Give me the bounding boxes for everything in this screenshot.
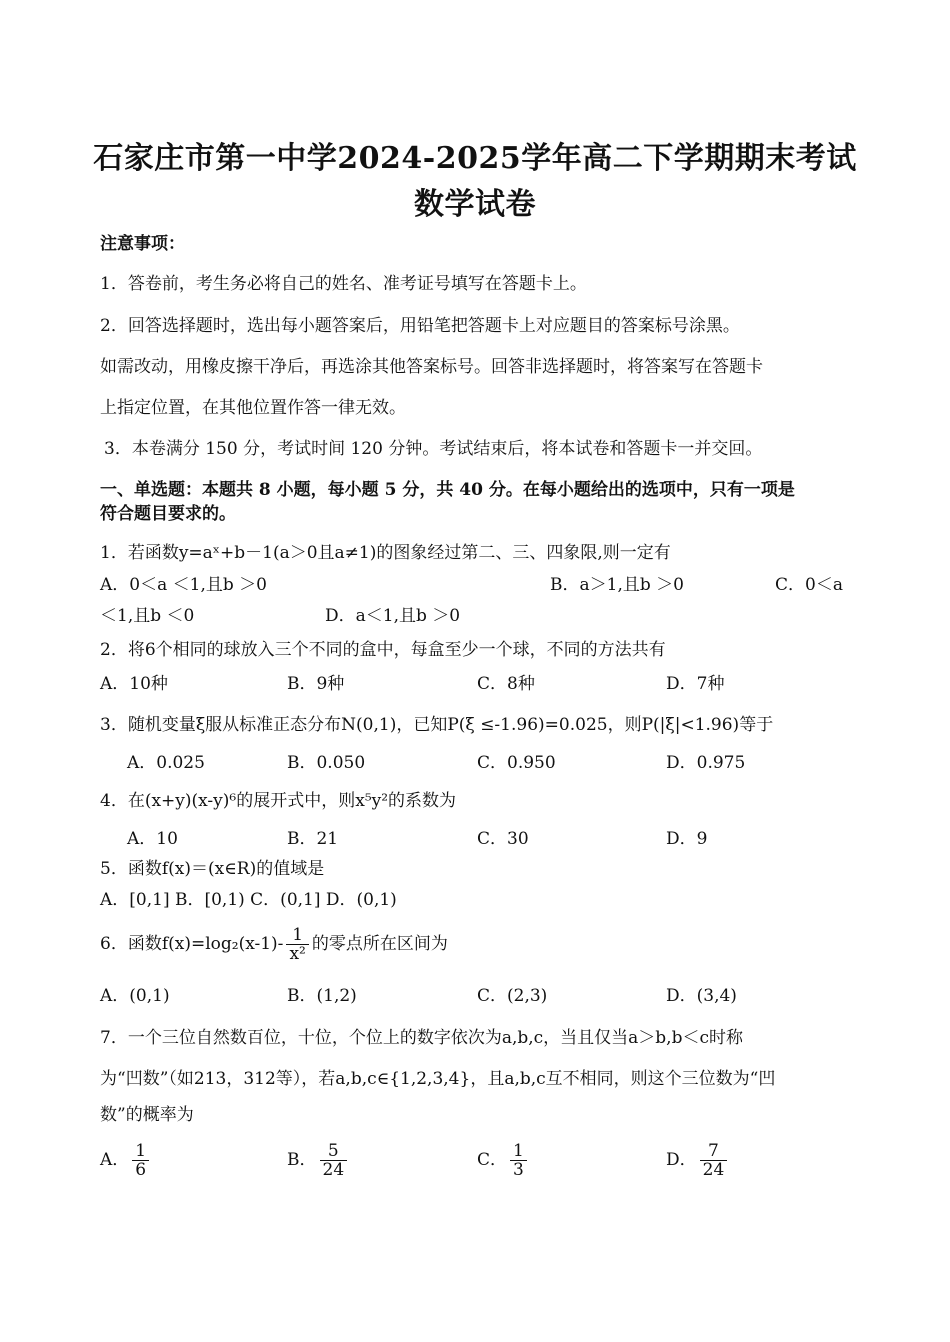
q7-option-a: [100, 1138, 152, 1182]
notice-item-2c: 上指定位置，在其他位置作答一律无效。: [100, 398, 406, 418]
q7-d-numerator: 7: [700, 1142, 728, 1161]
q1-option-d: D．a＜1,且b ＞0: [325, 606, 461, 626]
q1-option-c: C．0＜a: [775, 575, 843, 595]
q6-option-d: D．(3,4): [666, 986, 737, 1006]
notice-item-2b: 如需改动，用橡皮擦干净后，再选涂其他答案标号。回答非选择题时，将答案写在答题卡: [100, 357, 763, 377]
notice-item-2a: 2．回答选择题时，选出每小题答案后，用铅笔把答题卡上对应题目的答案标号涂黑。: [100, 316, 740, 336]
q6-fraction: [286, 926, 308, 963]
q7-option-a-fraction: [132, 1142, 149, 1179]
q6-option-a: A．(0,1): [100, 986, 170, 1006]
q7-stem-2: 为“凹数”（如213，312等），若a,b,c∈{1,2,3,4}，且a,b,c互不相同，则这个三位数为“凹: [100, 1069, 776, 1089]
q1-option-c-cont: ＜1,且b ＜0: [100, 606, 195, 626]
q4-stem: 4．在(x+y)(x-y)⁶的展开式中，则x⁵y²的系数为: [100, 791, 457, 811]
section-heading-2: 符合题目要求的。: [100, 504, 236, 524]
section-heading-1: 一、单选题：本题共 8 小题，每小题 5 分，共 40 分。在每小题给出的选项中，只有一项是: [100, 480, 795, 500]
q5-options: A．[0,1] B．[0,1) C．(0,1] D．(0,1): [100, 890, 397, 910]
q3-stem: 3．随机变量ξ服从标准正态分布N(0,1)，已知P(ξ ≤-1.96)=0.025，则P(|ξ|<1.96)等于: [100, 715, 774, 735]
q5-stem: 5．函数f(x)＝(x∈R)的值域是: [100, 859, 325, 879]
q7-a-denominator: 6: [135, 1160, 147, 1180]
q2-option-a: A．10种: [100, 674, 168, 694]
q6-stem: [100, 922, 448, 966]
q6-frac-denominator: x²: [289, 944, 306, 964]
q2-stem: 2．将6个相同的球放入三个不同的盒中，每盒至少一个球，不同的方法共有: [100, 640, 666, 660]
q4-option-d: D．9: [666, 829, 708, 849]
q7-c-numerator: 1: [510, 1142, 527, 1161]
q7-option-b: [287, 1138, 350, 1182]
q1-option-b: B．a＞1,且b ＞0: [550, 575, 684, 595]
notice-item-3: 3．本卷满分 150 分，考试时间 120 分钟。考试结束后，将本试卷和答题卡一并交回。: [104, 439, 763, 459]
q6-stem-pre: 6．函数f(x)=log₂(x-1)-: [100, 934, 284, 954]
q7-c-denominator: 3: [513, 1160, 524, 1180]
q6-frac-numerator: 1: [286, 926, 308, 945]
exam-subtitle: 数学试卷: [414, 187, 536, 222]
q7-d-denominator: 24: [702, 1160, 725, 1180]
q7-option-c: [477, 1138, 530, 1182]
q7-option-a-label: A．: [100, 1150, 130, 1170]
q6-stem-post: 的零点所在区间为: [311, 934, 448, 954]
q6-option-b: B．(1,2): [287, 986, 357, 1006]
notice-item-1: 1．答卷前，考生务必将自己的姓名、准考证号填写在答题卡上。: [100, 274, 587, 294]
q7-stem-3: 数”的概率为: [100, 1105, 194, 1125]
q4-option-b: B．21: [287, 829, 339, 849]
q3-option-d: D．0.975: [666, 753, 746, 773]
notice-heading: 注意事项：: [100, 234, 185, 254]
q7-option-c-fraction: [510, 1142, 527, 1179]
q7-stem-1: 7．一个三位自然数百位，十位，个位上的数字依次为a,b,c，当且仅当a＞b,b＜c时称: [100, 1028, 743, 1048]
q7-b-denominator: 24: [322, 1160, 345, 1180]
q1-stem: 1．若函数y=aˣ+b－1(a＞0且a≠1)的图象经过第二、三、四象限,则一定有: [100, 543, 671, 563]
q1-option-a: A．0＜a ＜1,且b ＞0: [100, 575, 267, 595]
exam-title: 石家庄市第一中学2024-2025学年高二下学期期末考试: [93, 141, 857, 176]
q7-option-c-label: C．: [477, 1150, 508, 1170]
q4-option-c: C．30: [477, 829, 529, 849]
q7-a-numerator: 1: [132, 1142, 149, 1161]
q3-option-c: C．0.950: [477, 753, 556, 773]
q2-option-d: D．7种: [666, 674, 725, 694]
q3-option-a: A．0.025: [127, 753, 205, 773]
q4-option-a: A．10: [127, 829, 178, 849]
q2-option-c: C．8种: [477, 674, 535, 694]
q6-option-c: C．(2,3): [477, 986, 548, 1006]
q7-option-b-label: B．: [287, 1150, 317, 1170]
q7-option-d-label: D．: [666, 1150, 697, 1170]
q7-option-d-fraction: [700, 1142, 728, 1179]
q7-option-b-fraction: [320, 1142, 348, 1179]
q7-option-d: [666, 1138, 730, 1182]
q3-option-b: B．0.050: [287, 753, 366, 773]
q2-option-b: B．9种: [287, 674, 345, 694]
q7-b-numerator: 5: [320, 1142, 348, 1161]
